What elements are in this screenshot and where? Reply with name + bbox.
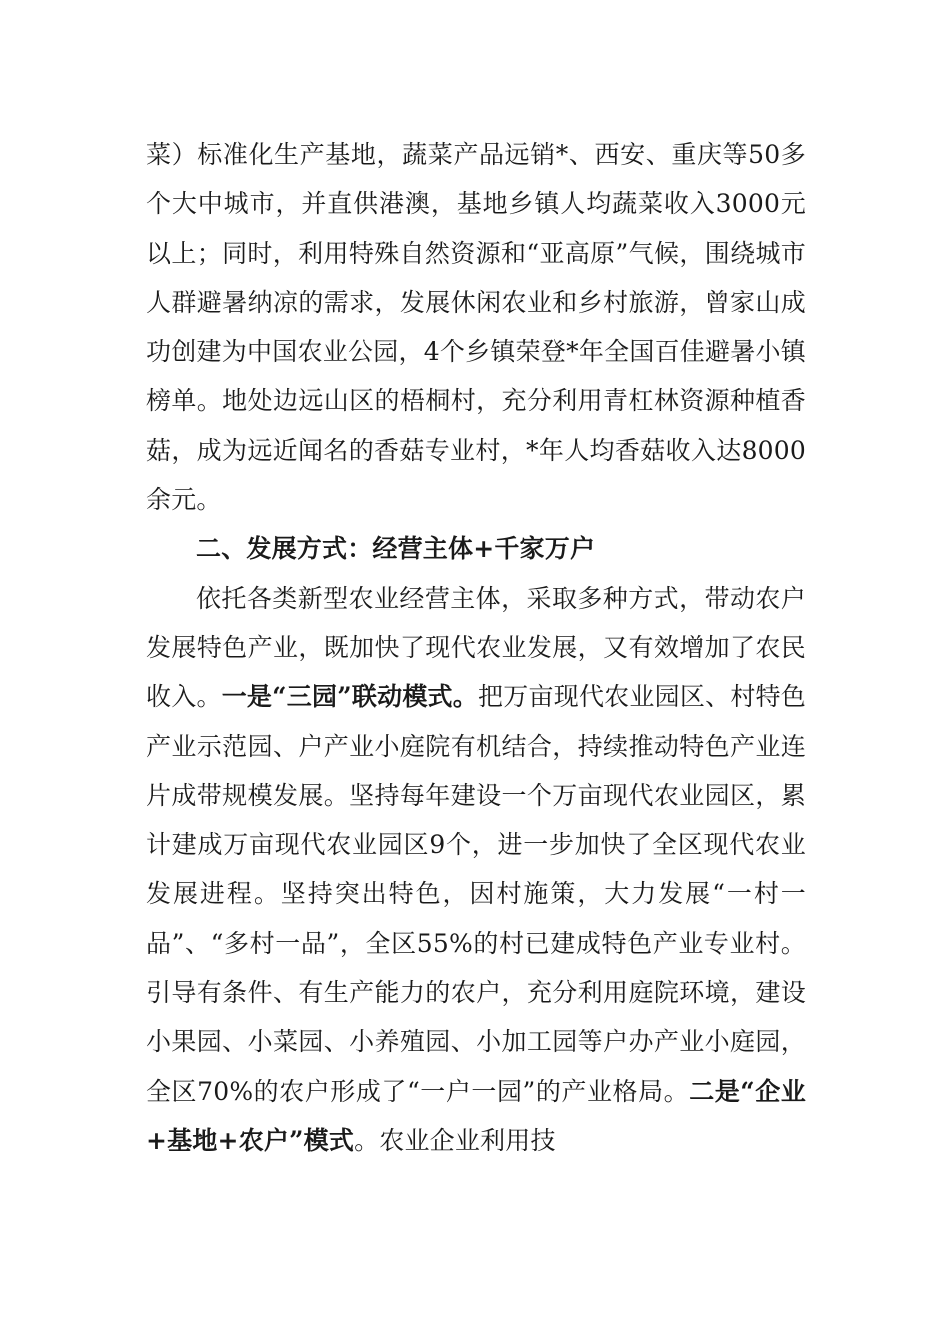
- mode-two-text: 。农业企业利用技: [354, 1125, 556, 1155]
- mode-one-text: 把万亩现代农业园区、村特色产业示范园、户产业小庭院有机结合，持续推动特色产业连片成带规模发展。坚持每年建设一个万亩现代农业园区，累计建成万亩现代农业园区9个，进一步加快了全区现代农业发展进程。坚持突出特色，因村施策，大力发展“一村一品”、“多村一品”，全区55%的村已建成特色产业专业村。引导有条件、有生产能力的农户，充分利用庭院环境，建设小果园、小菜园、小养殖园、小加工园等户办产业小庭园，全区70%的农户形成了“一户一园”的产业格局。: [146, 682, 806, 1106]
- paragraph-intro-text: 依托各类新型农业经营主体，采取多种方式，带动农户发展特色产业，既加快了现代农业发展，又有效增加了农民收入。: [146, 583, 806, 712]
- mode-two-title: 二是“企业+基地+农户”模式: [146, 1076, 806, 1155]
- document-body: [146, 130, 806, 1165]
- mode-one-title: 一是“三园”联动模式。: [221, 682, 479, 712]
- paragraph-continuation: 菜）标准化生产基地，蔬菜产品远销*、西安、重庆等50多个大中城市，并直供港澳，基地乡镇人均蔬菜收入3000元以上；同时，利用特殊自然资源和“亚高原”气候，围绕城市人群避暑纳凉的需求，发展休闲农业和乡村旅游，曾家山成功创建为中国农业公园，4个乡镇荣登*年全国百佳避暑小镇榜单。地处边远山区的梧桐村，充分利用青杠林资源种植香菇，成为远近闻名的香菇专业村，*年人均香菇收入达8000余元。: [146, 140, 806, 515]
- paragraph-development-mode: [146, 574, 806, 1166]
- section-heading: 二、发展方式：经营主体+千家万户: [196, 534, 596, 564]
